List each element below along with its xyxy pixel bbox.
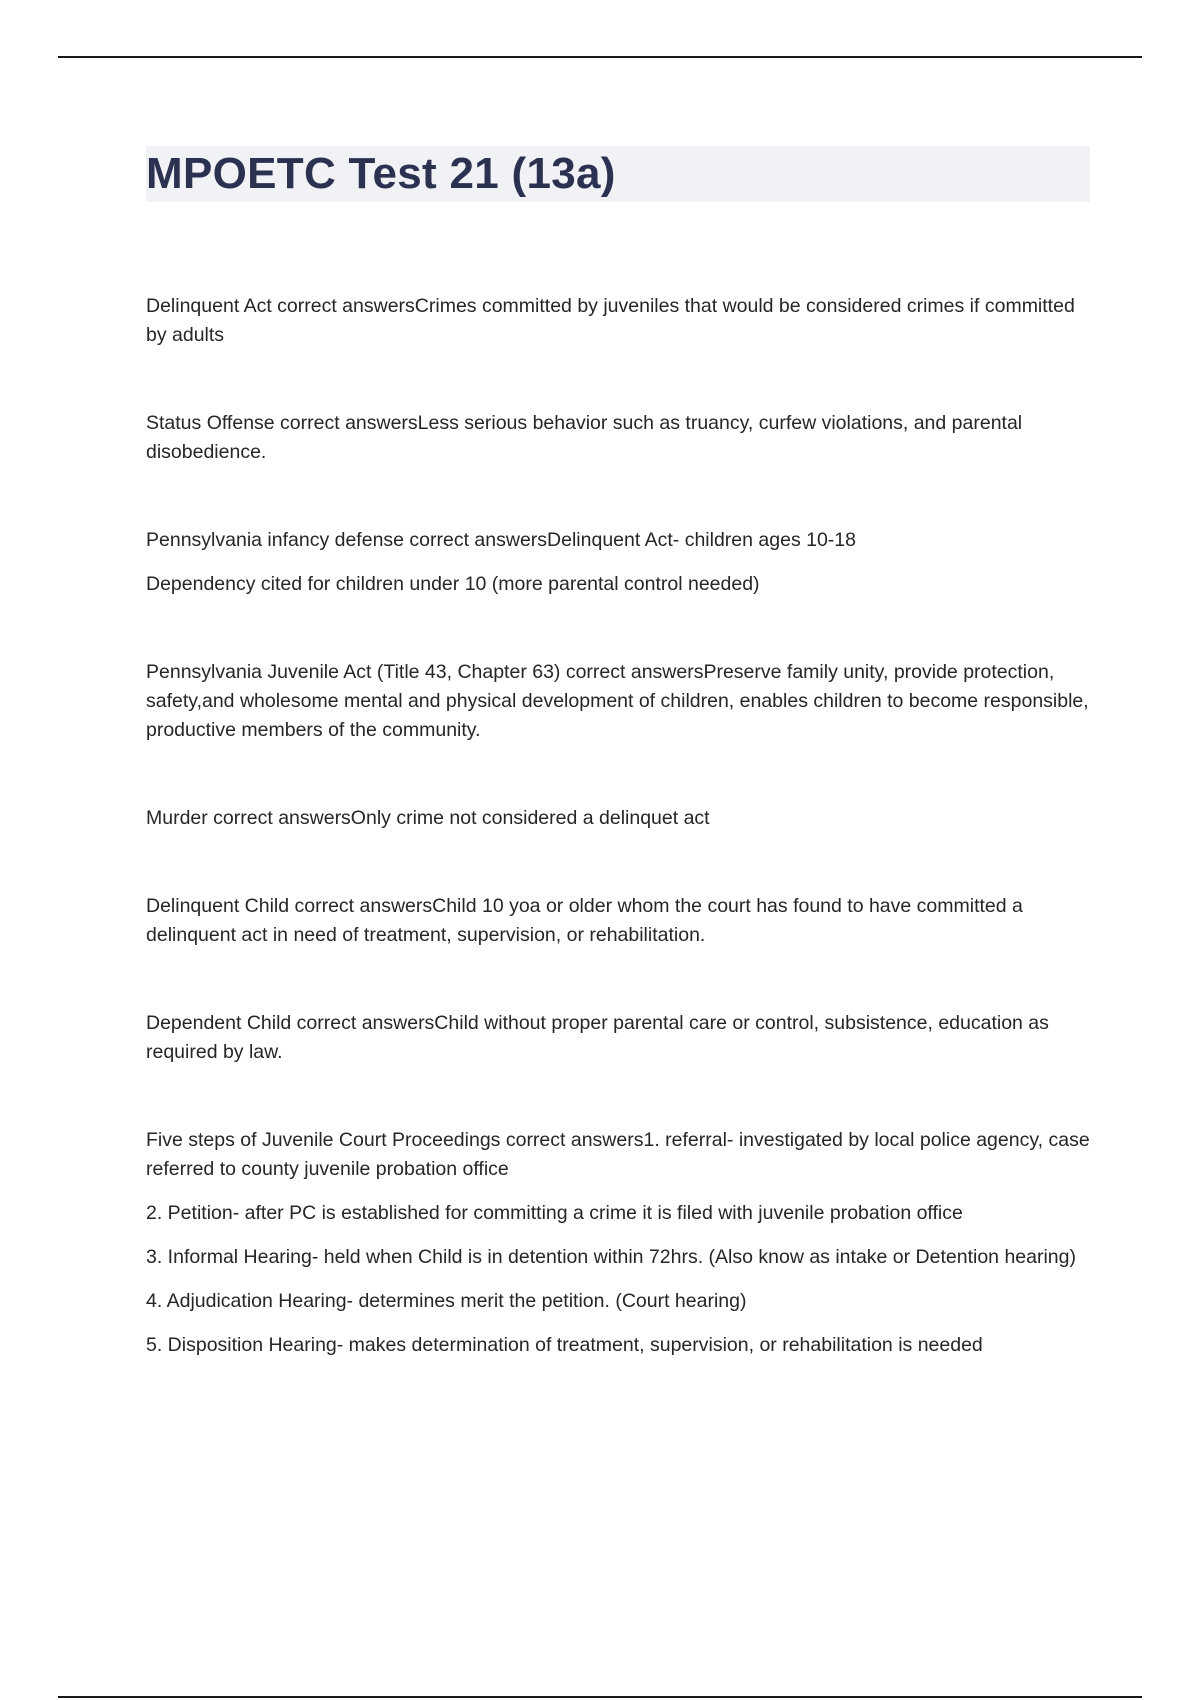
- entry-delinquent-act: [146, 292, 1096, 350]
- bottom-rule: [58, 1696, 1142, 1698]
- top-rule: [58, 56, 1142, 58]
- entry-court-proceedings: [146, 1126, 1096, 1360]
- entry-infancy-defense: [146, 526, 1096, 599]
- entry-paragraph: Pennsylvania infancy defense correct answersDelinquent Act- children ages 10-18: [146, 529, 856, 551]
- entry-status-offense: [146, 409, 1096, 467]
- entry-paragraph: Pennsylvania Juvenile Act (Title 43, Chapter 63) correct answersPreserve family unity, provide protection, safety,and wholesome mental and physical development of children, enables children to become responsible, productive members of the community.: [146, 661, 1089, 741]
- entry-paragraph: 5. Disposition Hearing- makes determination of treatment, supervision, or rehabilitation is needed: [146, 1334, 983, 1356]
- entry-juvenile-act: [146, 658, 1096, 745]
- entry-paragraph: Murder correct answersOnly crime not considered a delinquet act: [146, 807, 710, 829]
- entry-paragraph: Status Offense correct answersLess serious behavior such as truancy, curfew violations, and parental disobedience.: [146, 412, 1023, 463]
- entry-paragraph: 3. Informal Hearing- held when Child is in detention within 72hrs. (Also know as intake or Detention hearing): [146, 1246, 1076, 1268]
- entry-murder: [146, 804, 1096, 833]
- entry-paragraph: 2. Petition- after PC is established for committing a crime it is filed with juvenile probation office: [146, 1202, 963, 1224]
- entry-paragraph: Five steps of Juvenile Court Proceedings correct answers1. referral- investigated by local police agency, case referred to county juvenile probation office: [146, 1129, 1090, 1180]
- entry-paragraph: 4. Adjudication Hearing- determines merit the petition. (Court hearing): [146, 1290, 747, 1312]
- document-body: [146, 292, 1096, 1419]
- entry-delinquent-child: [146, 892, 1096, 950]
- entry-paragraph: Delinquent Act correct answersCrimes committed by juveniles that would be considered crimes if committed by adults: [146, 295, 1075, 346]
- entry-paragraph: Dependent Child correct answersChild without proper parental care or control, subsistence, education as required by law.: [146, 1012, 1049, 1063]
- entry-paragraph: Delinquent Child correct answersChild 10 yoa or older whom the court has found to have committed a delinquent act in need of treatment, supervision, or rehabilitation.: [146, 895, 1023, 946]
- entry-dependent-child: [146, 1009, 1096, 1067]
- entry-paragraph: Dependency cited for children under 10 (more parental control needed): [146, 573, 760, 595]
- page-title: MPOETC Test 21 (13a): [146, 149, 616, 198]
